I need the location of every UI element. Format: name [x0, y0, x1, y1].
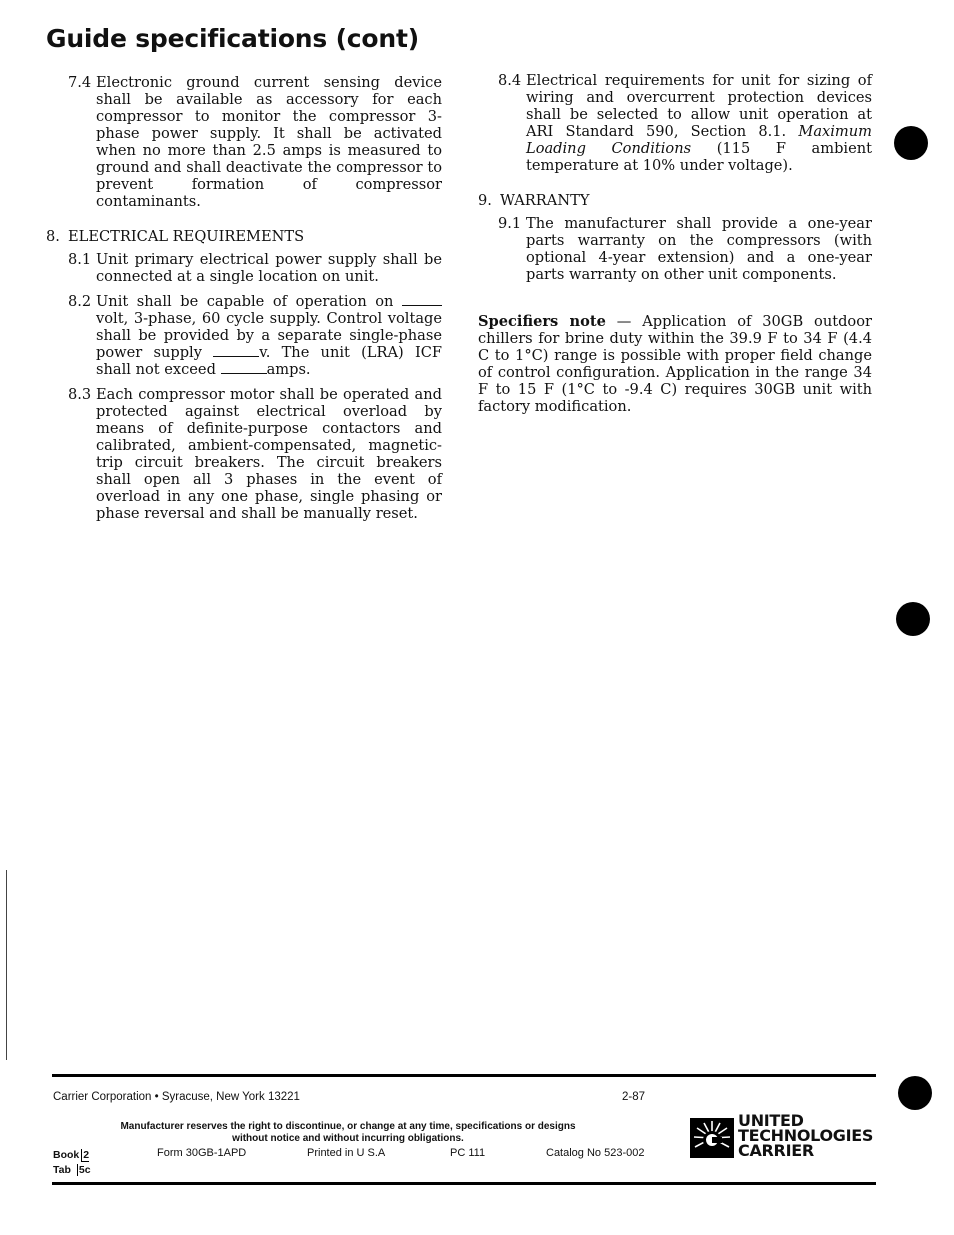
section-title: WARRANTY [500, 192, 590, 209]
footer-catalog: Catalog No 523-002 [546, 1147, 645, 1159]
section-title: ELECTRICAL REQUIREMENTS [68, 228, 305, 245]
item-text-part1: Electrical requirements for unit for sizing of wiring and overcurrent protection devices shall be selected to allow unit operation at ARI Standard 590, Section 8.1. [526, 72, 872, 140]
footer-notice-line2: without notice and without incurring obligations. [232, 1133, 464, 1144]
item-number: 8.4 [498, 72, 522, 89]
note-text: — Application of 30GB outdoor chillers for brine duty within the 39.9 F to 34 F (4.4 C to 1°C) range is possible with proper field change of control configuration. Application in the range 34 F to 15 F (1°C to -9.4 C) requires 30GB unit with factory modification. [478, 313, 872, 415]
binder-hole-middle [896, 602, 930, 636]
book-value: 2 [83, 1149, 90, 1161]
item-number: 8.2 [68, 293, 92, 310]
footer-form: Form 30GB-1APD [157, 1147, 247, 1159]
footer-pc: PC 111 [450, 1147, 486, 1159]
spec-item-7-4 [46, 74, 442, 210]
control-voltage-blank [213, 344, 259, 357]
footer-bottom-rule [52, 1182, 876, 1185]
item-text: Each compressor motor shall be operated and protected against electrical overload by means of definite-purpose contactors and calibrated, ambient-compensated, magnetic-trip circuit breakers. The circuit breakers shall open all 3 phases in the event of overload in any one phase, single phasing or phase reversal and shall be manually reset. [96, 386, 442, 522]
item-text: The manufacturer shall provide a one-year parts warranty on the compressors (with optional 4-year extension) and a one-year parts warranty on other unit components. [526, 215, 872, 283]
item-number: 9.1 [498, 215, 522, 232]
section-number: 8. [46, 228, 60, 245]
item-text: Electronic ground current sensing device shall be available as accessory for each compressor to monitor the compressor 3-phase power supply. It shall be activated when no more than 2.5 amps is measured to ground and shall deactivate the compressor to prevent formation of compressor contaminants. [96, 74, 442, 210]
logo-line-carrier: CARRIER [738, 1141, 814, 1160]
footer-company: Carrier Corporation • Syracuse, New York 13221 [53, 1091, 300, 1103]
footer-page-code: 2-87 [622, 1091, 646, 1103]
book-label: Book [53, 1149, 80, 1161]
section-number: 9. [478, 192, 492, 209]
binder-hole-top [894, 126, 928, 160]
spec-item-8-3 [46, 386, 442, 522]
spec-item-8-2 [46, 293, 442, 378]
item-number: 8.1 [68, 251, 92, 268]
footer-printed: Printed in U S.A [307, 1147, 386, 1159]
margin-mark [6, 870, 7, 1060]
tab-label: Tab [53, 1164, 71, 1176]
footer-tab [53, 1164, 91, 1176]
amps-blank [221, 361, 267, 374]
item-text: Unit primary electrical power supply shall be connected at a single location on unit. [96, 251, 442, 285]
item-text-part1: Unit shall be capable of operation on [96, 293, 394, 310]
section-heading-electrical [46, 228, 442, 245]
logo-wordmark [738, 1113, 873, 1158]
spec-item-8-4 [478, 72, 872, 174]
right-column [478, 72, 872, 415]
carrier-logo-icon [690, 1118, 734, 1158]
item-text-part4: amps. [266, 361, 311, 378]
voltage-blank [402, 293, 442, 306]
spec-item-8-1 [46, 251, 442, 285]
left-column [46, 74, 442, 530]
footer-notice-line1: Manufacturer reserves the right to discontinue, or change at any time, specifications or designs [120, 1121, 576, 1132]
item-text-part2: volt, 3-phase, 60 cycle supply. Control voltage shall be provided by a separate single-phase power supply [96, 310, 442, 361]
spec-item-9-1 [478, 215, 872, 283]
binder-hole-bottom [898, 1076, 932, 1110]
section-heading-warranty [478, 192, 872, 209]
tab-value: 5c [78, 1164, 91, 1176]
item-number: 8.3 [68, 386, 92, 403]
footer-book [53, 1149, 89, 1161]
footer-top-rule [52, 1074, 876, 1077]
logo-line-united: UNITED [738, 1111, 804, 1130]
specifiers-note [478, 313, 872, 415]
logo-line-technologies: TECHNOLOGIES [738, 1126, 874, 1145]
item-text-part3: v. The unit (LRA) ICF shall not exceed [96, 344, 443, 378]
item-text-italic: Maximum Loading Conditions [526, 123, 872, 157]
page-title: Guide specifications (cont) [46, 24, 419, 53]
note-label: Specifiers note [478, 313, 606, 330]
item-text-part2: (115 F ambient temperature at 10% under voltage). [526, 140, 872, 174]
item-number: 7.4 [68, 74, 92, 91]
